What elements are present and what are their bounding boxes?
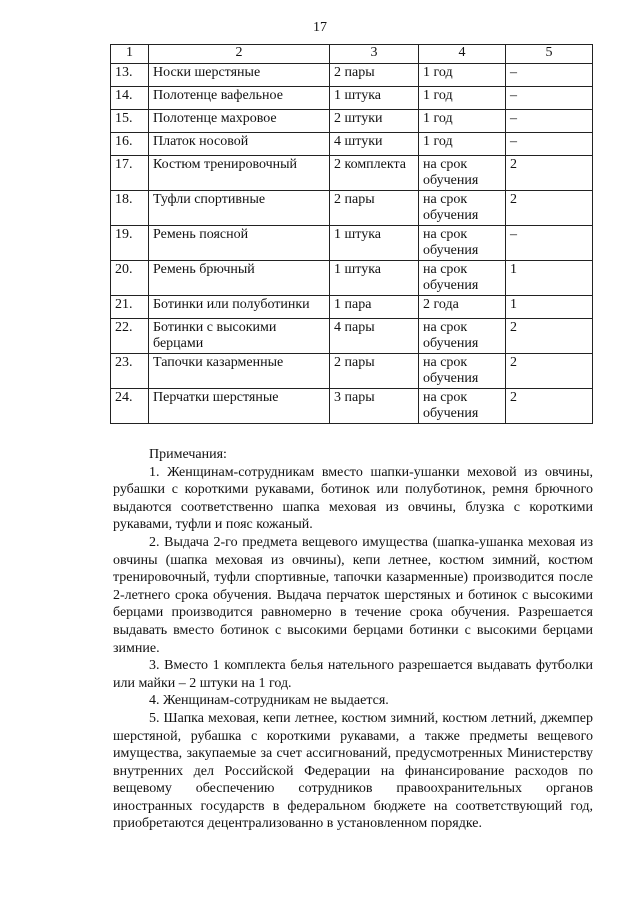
row-term: 1 год <box>419 110 506 133</box>
row-quantity: 1 штука <box>330 226 419 261</box>
row-note: 2 <box>506 354 593 389</box>
row-quantity: 4 штуки <box>330 133 419 156</box>
note-paragraph-5: 5. Шапка меховая, кепи летнее, костюм зимний, костюм летний, джемпер шерстяной, рубашка с короткими рукавами, а также предметы вещевого имущества, закупаемые за счет ассигнований, предусмотренных Министерству внутренних дел Российской Федерации на финансирование расходов по вещевому обеспечению сотрудников правоохранительных органов иностранных государств в федеральном бюджете на соответствующий год, приобретаются децентрализованно в установленном порядке. <box>113 710 593 832</box>
row-item: Ботинки или полуботинки <box>149 296 330 319</box>
header-col-1: 1 <box>111 45 149 64</box>
header-col-3: 3 <box>330 45 419 64</box>
notes-title: Примечания: <box>149 447 227 462</box>
row-quantity: 1 штука <box>330 261 419 296</box>
row-number: 16. <box>111 133 149 156</box>
table-row <box>111 110 593 133</box>
row-term: 1 год <box>419 64 506 87</box>
row-item: Костюм тренировочный <box>149 156 330 191</box>
table-row <box>111 261 593 296</box>
row-item: Перчатки шерстяные <box>149 389 330 424</box>
row-number: 15. <box>111 110 149 133</box>
table-row <box>111 156 593 191</box>
header-col-2: 2 <box>149 45 330 64</box>
row-quantity: 2 комплекта <box>330 156 419 191</box>
row-number: 21. <box>111 296 149 319</box>
row-item: Носки шерстяные <box>149 64 330 87</box>
row-item: Полотенце вафельное <box>149 87 330 110</box>
row-item: Ремень поясной <box>149 226 330 261</box>
row-term: на срок обучения <box>419 319 506 354</box>
row-item: Полотенце махровое <box>149 110 330 133</box>
row-number: 18. <box>111 191 149 226</box>
row-quantity: 2 пары <box>330 191 419 226</box>
table-row <box>111 64 593 87</box>
row-term: 2 года <box>419 296 506 319</box>
row-quantity: 1 штука <box>330 87 419 110</box>
row-term: 1 год <box>419 133 506 156</box>
row-number: 14. <box>111 87 149 110</box>
row-term: на срок обучения <box>419 226 506 261</box>
row-note: 2 <box>506 156 593 191</box>
row-number: 20. <box>111 261 149 296</box>
row-term: на срок обучения <box>419 261 506 296</box>
table-row <box>111 133 593 156</box>
table-row <box>111 296 593 319</box>
row-number: 19. <box>111 226 149 261</box>
row-number: 22. <box>111 319 149 354</box>
items-table <box>110 44 593 424</box>
row-quantity: 2 пары <box>330 64 419 87</box>
table-row <box>111 319 593 354</box>
row-quantity: 1 пара <box>330 296 419 319</box>
row-note: – <box>506 110 593 133</box>
row-number: 13. <box>111 64 149 87</box>
row-note: 2 <box>506 389 593 424</box>
note-paragraph-2: 2. Выдача 2-го предмета вещевого имущества (шапка-ушанка меховая из овчины (шапка меховая из овчины), кепи летнее, костюм зимний, костюм тренировочный, туфли спортивные, тапочки казарменные) производится после 2-летнего срока обучения. Выдача перчаток шерстяных и ботинок с высокими берцами производится равномерно в течение срока обучения. Разрешается выдавать вместо ботинок с высокими берцами ботинки с высокими берцами зимние. <box>113 534 593 656</box>
note-paragraph-4: 4. Женщинам-сотрудникам не выдается. <box>149 693 389 709</box>
row-quantity: 2 штуки <box>330 110 419 133</box>
row-term: на срок обучения <box>419 389 506 424</box>
row-quantity: 4 пары <box>330 319 419 354</box>
row-note: 2 <box>506 191 593 226</box>
row-item: Туфли спортивные <box>149 191 330 226</box>
row-note: 1 <box>506 296 593 319</box>
row-note: 1 <box>506 261 593 296</box>
table-row <box>111 226 593 261</box>
row-item: Ремень брючный <box>149 261 330 296</box>
row-quantity: 3 пары <box>330 389 419 424</box>
note-paragraph-3: 3. Вместо 1 комплекта белья нательного разрешается выдавать футболки или майки – 2 штуки на 1 год. <box>113 658 593 691</box>
row-note: – <box>506 133 593 156</box>
table-row <box>111 87 593 110</box>
row-term: на срок обучения <box>419 156 506 191</box>
row-number: 17. <box>111 156 149 191</box>
table-row <box>111 191 593 226</box>
table-row <box>111 354 593 389</box>
table-row <box>111 389 593 424</box>
page-number: 17 <box>313 20 327 35</box>
table-header-row <box>111 45 593 64</box>
row-note: – <box>506 226 593 261</box>
header-col-5: 5 <box>506 45 593 64</box>
row-number: 23. <box>111 354 149 389</box>
row-note: – <box>506 64 593 87</box>
row-number: 24. <box>111 389 149 424</box>
note-paragraph-1: 1. Женщинам-сотрудникам вместо шапки-ушанки меховой из овчины, рубашки с короткими рукавами, ботинок или полуботинок, ремня брючного выдаются соответственно шапка меховая из овчины, блузка с короткими рукавами, туфли и пояс кожаный. <box>113 464 593 533</box>
row-item: Ботинки с высокими берцами <box>149 319 330 354</box>
row-term: 1 год <box>419 87 506 110</box>
row-note: – <box>506 87 593 110</box>
notes-section <box>113 446 593 833</box>
row-term: на срок обучения <box>419 191 506 226</box>
row-note: 2 <box>506 319 593 354</box>
row-item: Тапочки казарменные <box>149 354 330 389</box>
row-term: на срок обучения <box>419 354 506 389</box>
row-item: Платок носовой <box>149 133 330 156</box>
header-col-4: 4 <box>419 45 506 64</box>
row-quantity: 2 пары <box>330 354 419 389</box>
